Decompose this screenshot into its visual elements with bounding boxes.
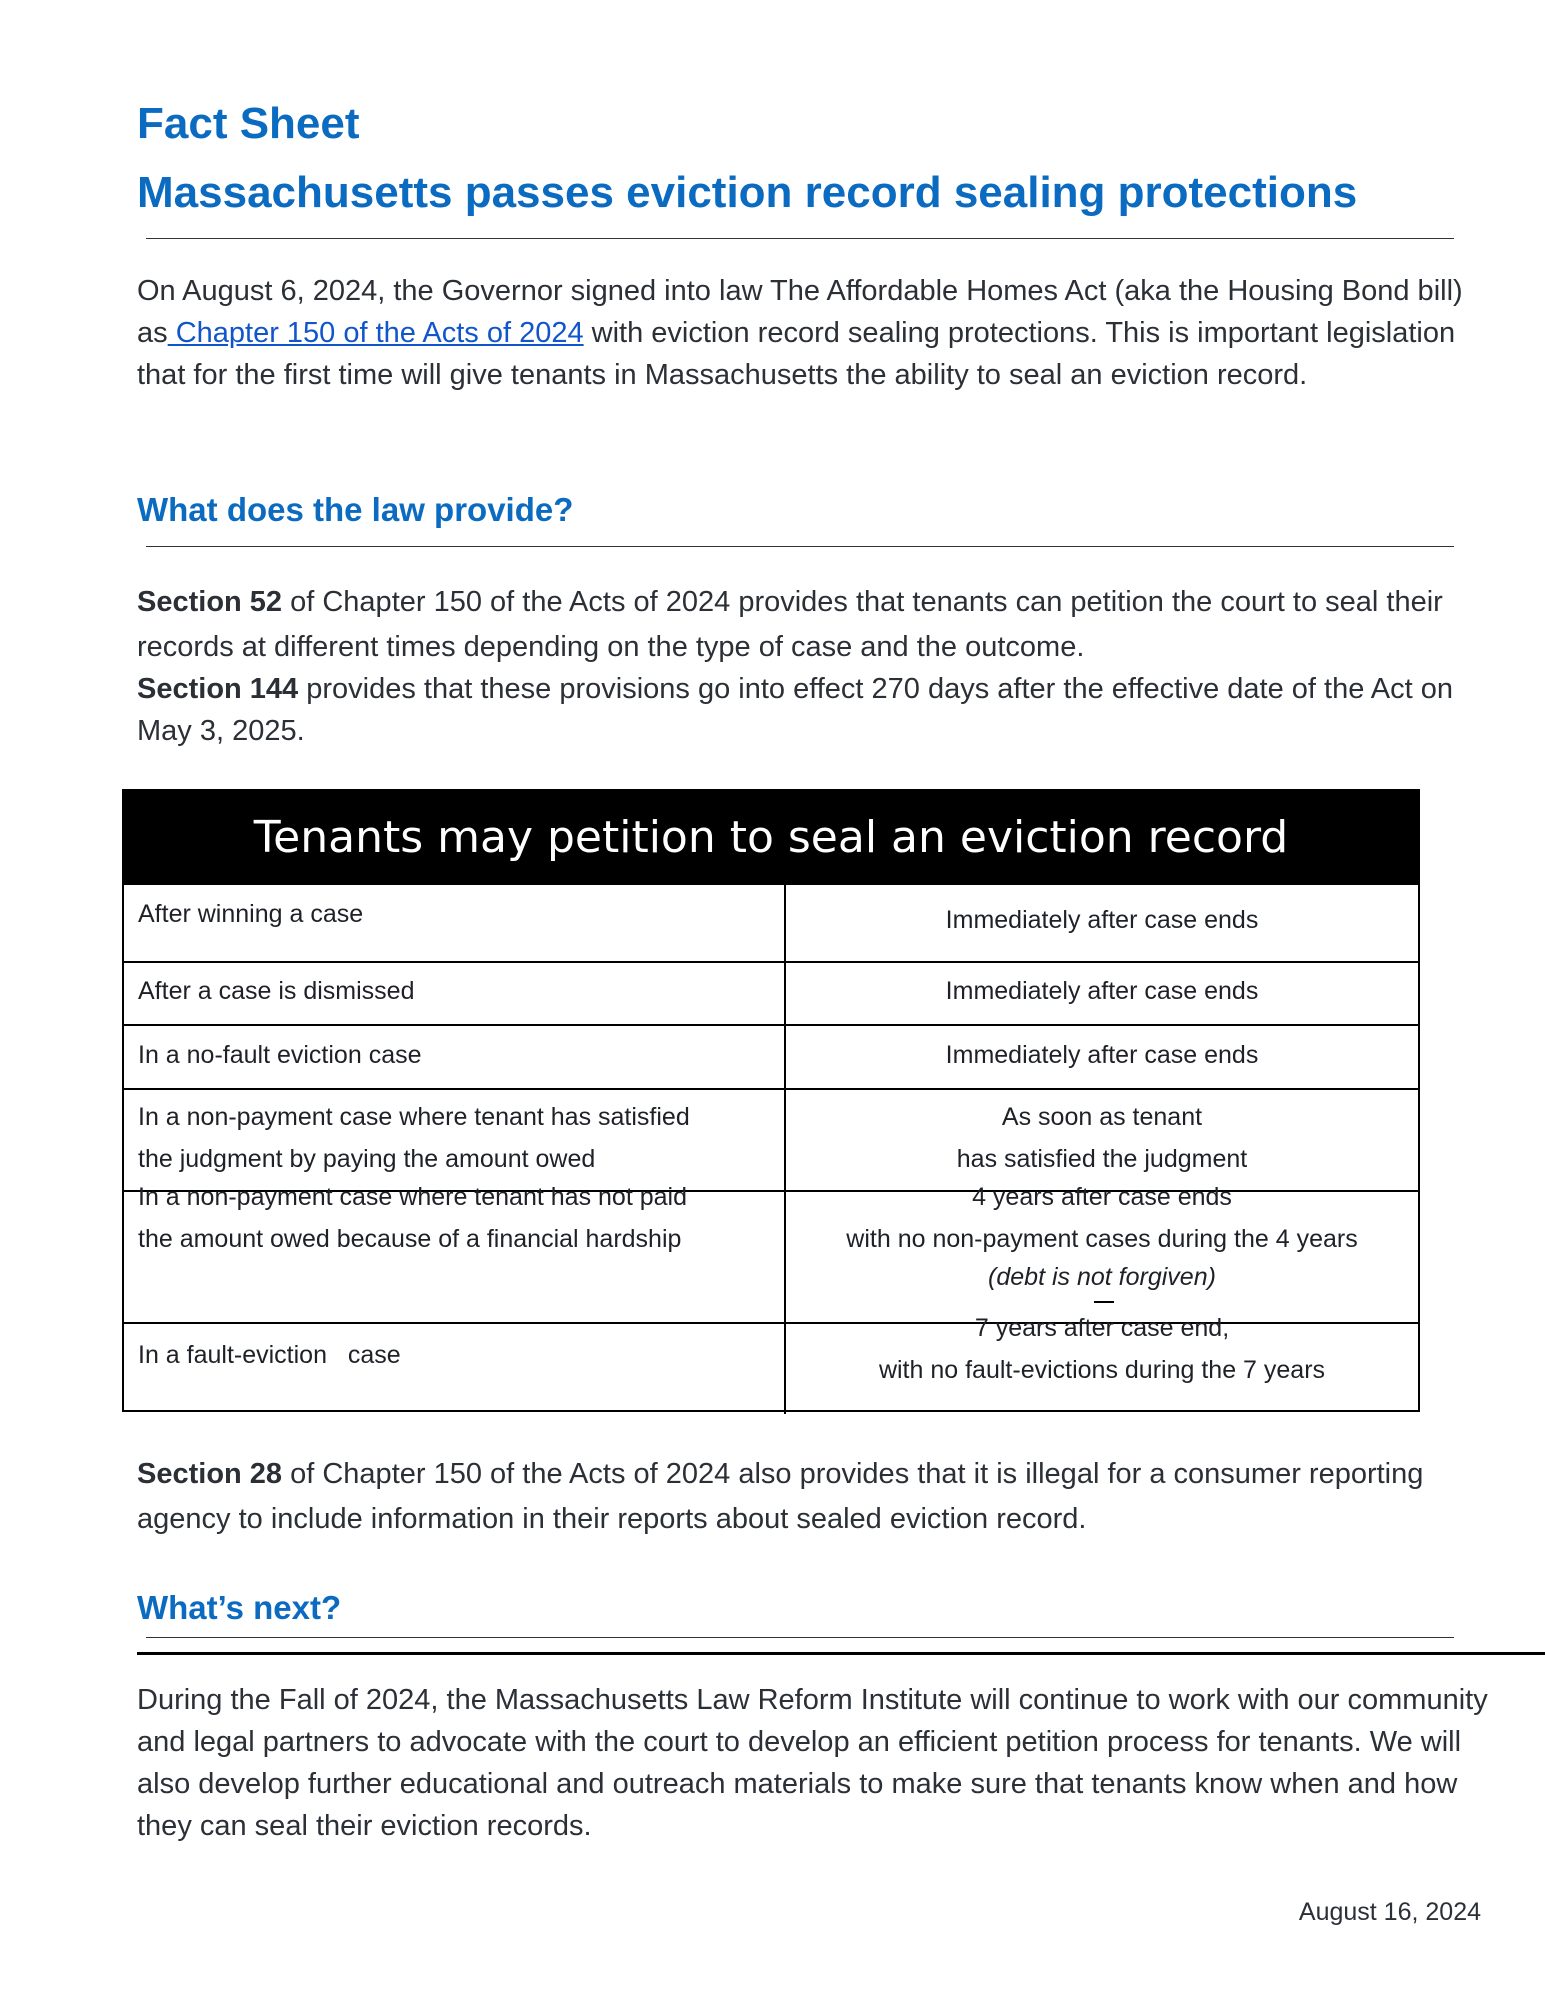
table-row-divider — [124, 1024, 1418, 1026]
table-row-5-when — [784, 1176, 1420, 1294]
table-row-3-case: In a no-fault eviction case — [138, 1041, 422, 1069]
document-date: August 16, 2024 — [1298, 1898, 1481, 1926]
whats-next-paragraph: During the Fall of 2024, the Massachusetts Law Reform Institute will continue to work with our community and legal partners to advocate with the court to develop an efficient petition process for tenants. We will also develop further educational and outreach materials to make sure that tenants know when and how they can seal their eviction records. — [137, 1684, 1488, 1842]
table-row-5-note: (debt is not forgiven) — [988, 1263, 1216, 1291]
table-row-4-when — [784, 1096, 1420, 1180]
section-52-label: Section 52 — [137, 586, 283, 618]
table-row-1-when: Immediately after case ends — [945, 906, 1259, 934]
table-row-6-when — [784, 1307, 1420, 1391]
doc-kicker: Fact Sheet — [137, 99, 360, 148]
table-row-4-case-line-1: In a non-payment case where tenant has satisfied — [138, 1103, 690, 1131]
title-divider — [146, 238, 1454, 239]
table-column-divider — [784, 885, 786, 1414]
table-row-2-when: Immediately after case ends — [945, 977, 1259, 1005]
section-52-paragraph — [137, 580, 1492, 670]
table-row-6-when-line-1: 7 years after case end, — [974, 1314, 1230, 1342]
section-144-paragraph — [137, 668, 1492, 752]
intro-paragraph — [137, 270, 1492, 396]
table-row-divider — [124, 961, 1418, 963]
intro-text-1: On August 6, 2024, the Governor signed into law The Affordable Homes Act (aka the Housing Bond bill) as — [137, 275, 1463, 349]
table-row-1-case: After winning a case — [138, 900, 364, 928]
table-row-6-case: In a fault-eviction case — [138, 1341, 401, 1369]
next-thick-divider — [137, 1652, 1545, 1655]
note-underline — [1094, 1301, 1114, 1303]
section-144-text: provides that these provisions go into effect 270 days after the effective date of the Act on May 3, 2025. — [137, 673, 1454, 747]
table-row-4-case — [138, 1096, 778, 1180]
chapter-150-link[interactable]: Chapter 150 of the Acts of 2024 — [167, 317, 584, 349]
table-row-divider — [124, 1088, 1418, 1090]
section-heading-next: What’s next? — [137, 1589, 342, 1626]
table-row-5-case-line-1: In a non-payment case where tenant has not paid — [138, 1183, 687, 1211]
doc-title: Massachusetts passes eviction record sealing protections — [137, 168, 1358, 217]
section-28-paragraph — [137, 1452, 1492, 1542]
section-28-text: of Chapter 150 of the Acts of 2024 also provides that it is illegal for a consumer reporting agency to include information in their reports about sealed eviction record. — [137, 1458, 1424, 1535]
table-row-3-when: Immediately after case ends — [945, 1041, 1259, 1069]
section-144-label: Section 144 — [137, 673, 299, 705]
section-heading-provide: What does the law provide? — [137, 491, 574, 528]
table-row-2-case: After a case is dismissed — [138, 977, 415, 1005]
table-row-6-when-line-2: with no fault-evictions during the 7 years — [878, 1356, 1326, 1384]
sealing-timeline-table — [122, 789, 1420, 1412]
table-row-4-case-line-2: the judgment by paying the amount owed — [138, 1145, 596, 1173]
provide-divider — [146, 546, 1454, 547]
table-row-4-when-line-1: As soon as tenant — [1001, 1103, 1203, 1131]
table-row-5-case-line-2: the amount owed because of a financial hardship — [138, 1225, 682, 1253]
intro-text-2: with eviction record sealing protections. This is important legislation that for the first time will give tenants in Massachusetts the ability to seal an eviction record. — [137, 317, 1456, 391]
table-row-4-when-line-2: has satisfied the judgment — [956, 1145, 1248, 1173]
section-28-label: Section 28 — [137, 1458, 283, 1490]
table-row-5-case — [138, 1176, 778, 1260]
table-row-5-when-line-1: 4 years after case ends — [972, 1183, 1232, 1211]
next-divider — [146, 1637, 1454, 1638]
section-52-text: of Chapter 150 of the Acts of 2024 provides that tenants can petition the court to seal their records at different times depending on the type of case and the outcome. — [137, 586, 1443, 663]
table-title: Tenants may petition to seal an eviction record — [124, 791, 1418, 885]
table-row-5-when-line-2: with no non-payment cases during the 4 years — [846, 1225, 1358, 1253]
